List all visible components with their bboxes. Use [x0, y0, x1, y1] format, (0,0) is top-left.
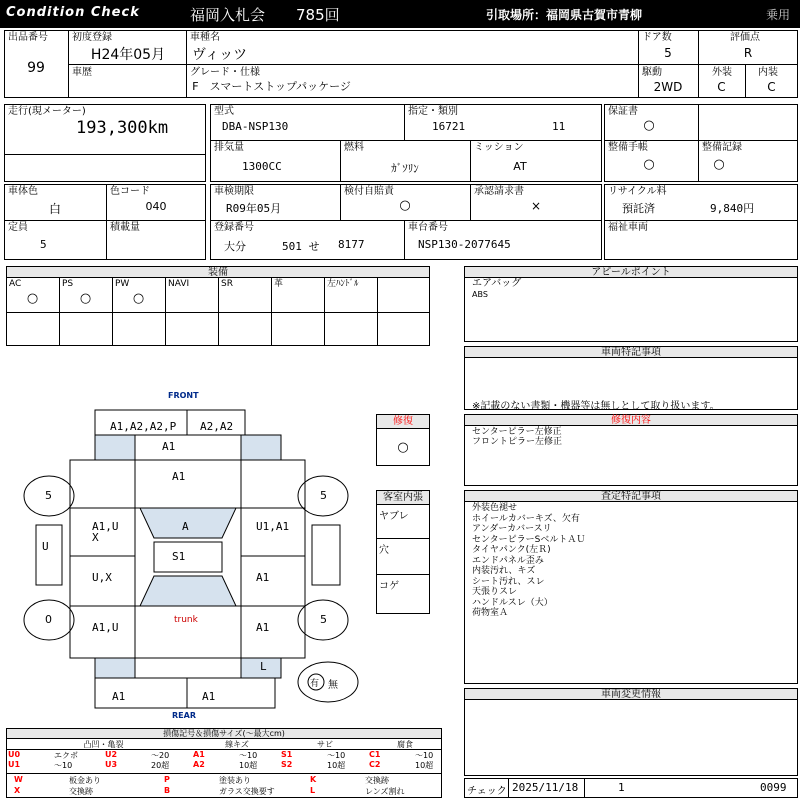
equipment-value: ○ — [26, 291, 39, 306]
legend-text: 板金あり — [69, 776, 101, 785]
warranty-label: 保証書 — [608, 106, 638, 117]
grade-value: R — [743, 46, 753, 60]
vehicle-class: 乗用 — [766, 8, 791, 22]
warranty-value: ○ — [643, 118, 655, 133]
change-info-panel — [464, 688, 798, 776]
equipment-label: PS — [62, 279, 74, 289]
equipment-value: ○ — [79, 291, 92, 306]
legend-code: X — [14, 786, 21, 795]
inspection-notes-title: 査定特記事項 — [465, 491, 797, 502]
legend-code: C1 — [369, 750, 381, 759]
chassis-value: NSP130-2077645 — [418, 238, 511, 251]
reg-area: 大分 — [224, 240, 246, 253]
displacement-value: 1300CC — [242, 160, 282, 173]
repair-title: 修復 — [377, 415, 429, 429]
legend-code: W — [14, 775, 23, 784]
legend-text: 〜20 — [151, 751, 170, 760]
tire-rear-left: 0 — [45, 613, 52, 626]
legend-text: エクボ — [54, 751, 78, 760]
inspection-note-line: センターピラーSベルトＡＵ — [472, 534, 586, 545]
drive-value: 2WD — [653, 80, 683, 94]
doors-value: 5 — [664, 46, 672, 60]
request-label: 承認請求書 — [474, 186, 524, 197]
front-panel: A1 — [162, 440, 176, 453]
displacement-label: 排気量 — [214, 142, 244, 153]
spec-label: 指定・類別 — [408, 106, 458, 117]
record-value: ○ — [713, 157, 725, 172]
interior-label: 内装 — [758, 67, 778, 78]
appeal-title: アピールポイント — [465, 267, 797, 278]
inspection-box — [210, 184, 602, 260]
rear-label: REAR — [172, 711, 196, 720]
special-title: 車両特記事項 — [465, 347, 797, 358]
left-front-door: A1,U — [92, 520, 119, 533]
inspection-note-line: ホイールカバーキズ、欠有 — [472, 513, 580, 524]
interior-item-3: コゲ — [379, 581, 399, 592]
model-name-value: ヴィッツ — [192, 47, 248, 63]
front-bumper-left: A1,A2,A2,P — [110, 420, 177, 433]
equipment-title: 装備 — [7, 267, 429, 278]
legend-code: S1 — [281, 750, 293, 759]
inspection-value: R09年05月 — [226, 202, 282, 215]
interior-item-1: ヤブレ — [379, 511, 409, 522]
drive-label: 駆動 — [642, 67, 662, 78]
tire-front-right: 5 — [320, 489, 327, 502]
color-code-label: 色コード — [110, 186, 150, 197]
legend-code: K — [310, 775, 317, 784]
check-num: 1 — [618, 781, 625, 794]
color-code-value: 040 — [145, 200, 167, 213]
legend-text: レンズ割れ — [365, 787, 405, 796]
history-label: 車歴 — [72, 67, 92, 78]
inspection-note-line: タイヤパンク(左Ｒ) — [472, 545, 551, 555]
legend-title: 損傷記号＆損傷サイズ(〜最大cm) — [7, 729, 441, 739]
right-rear-quarter: A1 — [256, 621, 270, 634]
spare-none: 無 — [328, 680, 338, 691]
load-label: 積載量 — [110, 222, 140, 233]
change-info-title: 車両変更情報 — [465, 689, 797, 700]
lot-value: 99 — [27, 60, 45, 76]
legend-header: 腐食 — [397, 740, 413, 749]
legend-text: 10超 — [415, 761, 434, 770]
check-label: チェック — [467, 786, 507, 797]
reg-num: 8177 — [338, 238, 365, 251]
legend-code: U3 — [105, 760, 118, 769]
equipment-label: 左ﾊﾝﾄﾞﾙ — [327, 279, 359, 289]
grade-label: 評価点 — [730, 32, 760, 43]
spare-present: 有 — [310, 679, 320, 689]
inspection-note-line: シート汚れ、スレ — [472, 576, 545, 587]
mileage-value: 193,300km — [76, 118, 169, 138]
inspection-label: 車検期限 — [214, 186, 254, 197]
legend-text: 交換跡 — [69, 787, 93, 796]
manual-value: ○ — [643, 157, 655, 172]
equipment-label: NAVI — [168, 279, 190, 289]
insurance-value: ○ — [399, 198, 411, 213]
type-label: 型式 — [214, 106, 234, 117]
trunk-label: trunk — [174, 615, 198, 625]
inspection-note-line: 荷物室Ａ — [472, 608, 509, 618]
legend-code: C2 — [369, 760, 381, 769]
record-label: 整備記録 — [702, 142, 742, 153]
legend-code: S2 — [281, 760, 293, 769]
left-rear-quarter: A1,U — [92, 621, 119, 634]
check-date: 2025/11/18 — [512, 781, 579, 794]
spec-value-b: 11 — [552, 120, 566, 133]
legend-code: U2 — [105, 750, 118, 759]
mission-value: AT — [513, 160, 527, 173]
legend-text: ガラス交換要す — [219, 787, 275, 796]
inspection-note-line: アンダーカバースリ — [472, 524, 552, 534]
legend-code: U1 — [8, 760, 21, 769]
inspection-note-line: ハンドルスレ（大） — [472, 597, 553, 608]
hood: A1 — [172, 470, 186, 483]
roof: S1 — [172, 550, 186, 563]
exterior-label: 外装 — [712, 67, 732, 78]
first-reg-value: H24年05月 — [90, 47, 166, 63]
fuel-label: 燃料 — [344, 142, 364, 153]
auction-name: 福岡入札会 — [190, 6, 266, 24]
check-code: 0099 — [760, 781, 787, 794]
left-rear-door: U,X — [92, 571, 112, 584]
windshield: A — [182, 520, 189, 533]
mission-label: ミッション — [474, 142, 524, 153]
inspection-note-line: 外装色褪せ — [472, 503, 518, 513]
legend-header: 線キズ — [225, 740, 249, 749]
legend-text: 〜10 — [239, 751, 258, 760]
legend-code: A2 — [193, 760, 205, 769]
interior-item-2: 穴 — [379, 545, 389, 556]
equipment-label: 革 — [274, 279, 284, 289]
legend-text: 〜10 — [54, 761, 73, 770]
rear-bumper-left: A1 — [112, 690, 126, 703]
first-reg-label: 初度登録 — [72, 32, 112, 43]
legend-code: U0 — [8, 750, 21, 759]
right-front-door: U1,A1 — [256, 520, 290, 533]
equipment-label: PW — [115, 279, 130, 289]
legend-text: 交換跡 — [365, 776, 389, 785]
pickup-location: 引取場所：福岡県古賀市青柳 — [486, 8, 643, 22]
legend-code: P — [164, 775, 170, 784]
inspection-note-line: 内装汚れ、キズ — [472, 566, 536, 576]
left-mirror: U — [42, 540, 49, 553]
recycle-label: リサイクル料 — [608, 186, 667, 197]
brand-title: Condition Check — [6, 5, 140, 20]
tire-front-left: 5 — [45, 489, 52, 502]
repair-value: ○ — [397, 440, 409, 455]
exterior-value: C — [717, 80, 726, 94]
equipment-label: AC — [9, 279, 22, 289]
chassis-label: 車台番号 — [408, 222, 448, 233]
lot-label: 出品番号 — [8, 32, 48, 43]
appeal-line-2: ABS — [472, 290, 488, 299]
inspection-note-line: エンドパネル歪み — [472, 555, 544, 566]
repair-detail-line-2: フロントピラー左修正 — [472, 437, 563, 447]
recycle-status: 預託済 — [622, 202, 655, 215]
legend-header: 凸凹・亀裂 — [83, 740, 124, 749]
auction-lot: 785回 — [296, 6, 340, 24]
special-note: ※記載のない書類・機器等は無しとして取り扱います。 — [472, 401, 720, 412]
interior-title: 客室内張 — [377, 491, 429, 505]
equipment-value: ○ — [132, 291, 145, 306]
legend-code: B — [164, 786, 171, 795]
trim-value: F スマートストップパッケージ — [192, 80, 351, 93]
legend-text: 〜10 — [415, 751, 434, 760]
front-label: FRONT — [168, 391, 199, 400]
tire-rear-right: 5 — [320, 613, 327, 626]
color-label: 車体色 — [8, 186, 38, 197]
insurance-label: 検付自賠責 — [344, 186, 394, 197]
fuel-value: ｶﾞｿﾘﾝ — [391, 162, 419, 175]
appeal-line-1: エアバッグ — [472, 278, 522, 289]
type-value: DBA-NSP130 — [222, 120, 289, 133]
capacity-label: 定員 — [8, 222, 28, 233]
legend-code: L — [310, 786, 316, 795]
spec-value-a: 16721 — [432, 120, 466, 133]
capacity-value: 5 — [40, 238, 47, 251]
left-front-door-2: X — [92, 531, 99, 544]
legend-text: 10超 — [239, 761, 258, 770]
equipment-label: SR — [221, 279, 233, 289]
trim-label: グレード・仕様 — [190, 67, 260, 78]
recycle-fee: 9,840円 — [710, 202, 755, 215]
repair-detail-line-1: センターピラー左修正 — [472, 427, 562, 437]
legend-text: 10超 — [327, 761, 346, 770]
rear-bumper-right: A1 — [202, 690, 216, 703]
front-bumper-right: A2,A2 — [200, 420, 234, 433]
inspection-note-line: 天張りスレ — [472, 587, 518, 597]
interior-value: C — [767, 80, 776, 94]
reg-no-label: 登録番号 — [214, 222, 254, 233]
manual-label: 整備手帳 — [608, 142, 648, 153]
color-value: 白 — [48, 202, 61, 216]
reg-class: 501 せ — [282, 240, 320, 253]
rear-panel-mark: L — [260, 660, 267, 673]
welfare-label: 福祉車両 — [608, 222, 648, 233]
doors-label: ドア数 — [642, 32, 672, 43]
repair-detail-title: 修復内容 — [465, 415, 797, 426]
legend-code: A1 — [193, 750, 205, 759]
legend-text: 〜10 — [327, 751, 346, 760]
mileage-label: 走行(現メーター) — [8, 106, 86, 117]
right-rear-door: A1 — [256, 571, 270, 584]
legend-header: サビ — [317, 740, 333, 749]
model-name-label: 車種名 — [190, 32, 220, 43]
legend-text: 20超 — [151, 761, 170, 770]
request-value: × — [530, 199, 542, 213]
legend-text: 塗装あり — [219, 776, 251, 785]
